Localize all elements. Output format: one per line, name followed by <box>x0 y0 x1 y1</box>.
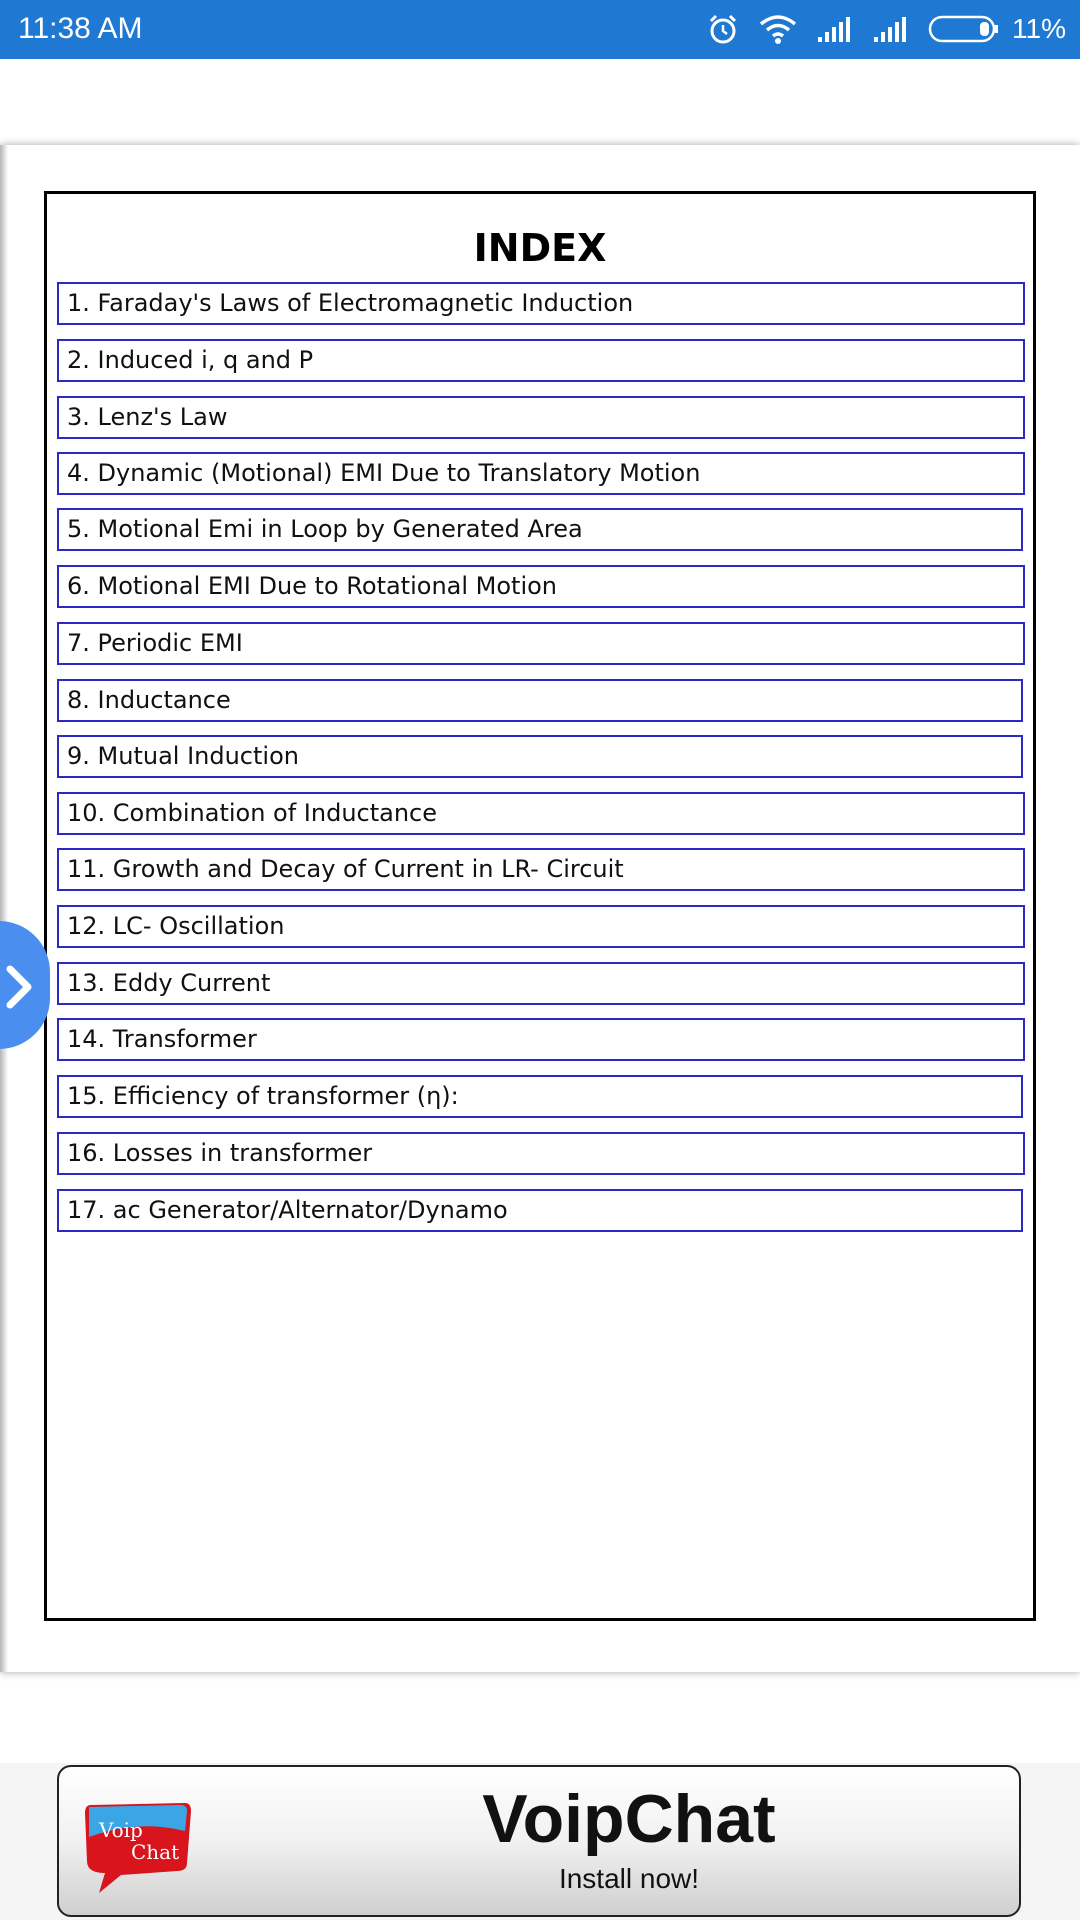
index-item[interactable]: 2. Induced i, q and P <box>57 339 1025 382</box>
status-time: 11:38 AM <box>18 12 143 45</box>
index-item[interactable]: 15. Efficiency of transformer (η): <box>57 1075 1023 1118</box>
battery-percent: 11% <box>1012 13 1066 44</box>
index-item[interactable]: 8. Inductance <box>57 679 1023 722</box>
voipchat-logo-icon <box>77 1797 197 1902</box>
ad-install-cta[interactable]: Install now! <box>558 1863 700 1894</box>
index-item[interactable]: 11. Growth and Decay of Current in LR- Circuit <box>57 848 1025 891</box>
alarm-icon <box>706 12 740 46</box>
ad-banner[interactable] <box>57 1765 1021 1917</box>
index-frame <box>44 191 1036 1621</box>
index-item[interactable]: 5. Motional Emi in Loop by Generated Area <box>57 508 1023 551</box>
index-item[interactable]: 4. Dynamic (Motional) EMI Due to Translatory Motion <box>57 452 1025 495</box>
logo-text-voip: Voip <box>99 1818 143 1842</box>
wifi-icon <box>758 13 798 45</box>
index-item[interactable]: 13. Eddy Current <box>57 962 1025 1005</box>
ad-area <box>0 1763 1080 1920</box>
index-item[interactable]: 7. Periodic EMI <box>57 622 1025 665</box>
status-icons <box>706 10 1066 48</box>
index-item[interactable]: 16. Losses in transformer <box>57 1132 1025 1175</box>
battery-icon <box>928 14 1000 44</box>
index-item[interactable]: 10. Combination of Inductance <box>57 792 1025 835</box>
index-item[interactable]: 9. Mutual Induction <box>57 735 1023 778</box>
logo-text-chat: Chat <box>131 1840 180 1864</box>
index-item[interactable]: 14. Transformer <box>57 1018 1025 1061</box>
index-item[interactable]: 12. LC- Oscillation <box>57 905 1025 948</box>
index-item[interactable]: 3. Lenz's Law <box>57 396 1025 439</box>
signal-icon <box>816 15 854 43</box>
index-item[interactable]: 1. Faraday's Laws of Electromagnetic Induction <box>57 282 1025 325</box>
status-bar <box>0 0 1080 59</box>
index-title: INDEX <box>473 226 607 270</box>
index-item[interactable]: 17. ac Generator/Alternator/Dynamo <box>57 1189 1023 1232</box>
index-item[interactable]: 6. Motional EMI Due to Rotational Motion <box>57 565 1025 608</box>
document-page[interactable] <box>0 145 1080 1672</box>
ad-title: VoipChat <box>482 1781 776 1857</box>
signal-icon <box>872 15 910 43</box>
